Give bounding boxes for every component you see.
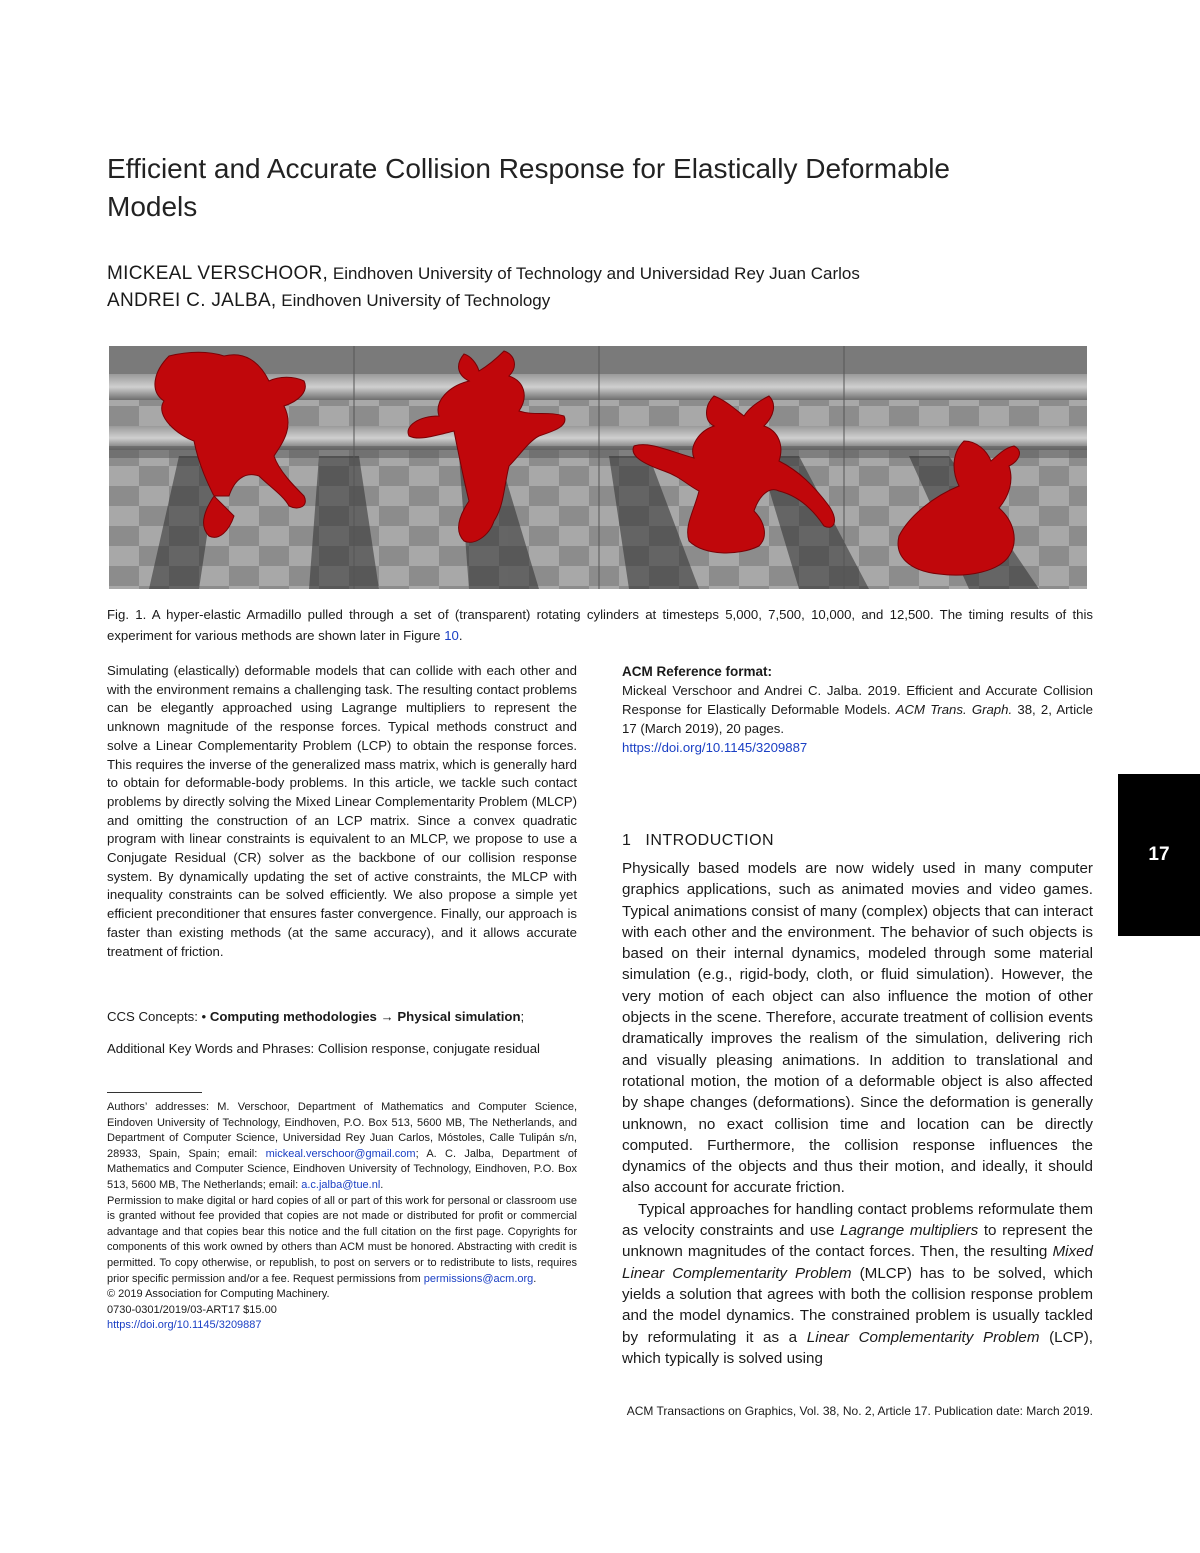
caption-end: .	[458, 628, 463, 643]
acm-reference-text: Mickeal Verschoor and Andrei C. Jalba. 2019. Efficient and Accurate Collision Response for Elastically Deformable Models.	[622, 683, 1093, 717]
author-2	[107, 287, 860, 314]
author-2-name: ANDREI C. JALBA,	[107, 290, 277, 311]
section-heading-introduction	[622, 832, 788, 850]
introduction-body	[622, 858, 1093, 1369]
addresses-end: .	[380, 1178, 384, 1191]
intro-p2-text-c: (MLCP) has to be solved, which yields a solution that agrees with both the collision response problem and the model dynamics. The constrained problem is usually tackled by reformulating it as a	[622, 1264, 1093, 1346]
author-1	[107, 260, 860, 287]
permission-end: .	[533, 1272, 537, 1285]
section-title: INTRODUCTION	[645, 832, 775, 849]
permission-notice	[107, 1194, 577, 1288]
intro-p2-text-d: (LCP), which typically is solved using	[622, 1328, 1093, 1367]
intro-p2-text-b: to represent the unknown magnitudes of the contact forces. Then, the resulting	[622, 1222, 1093, 1261]
permission-text: Permission to make digital or hard copies of all or part of this work for personal or classroom use is granted without fee provided that copies are not made or distributed for profit or commercial advantage and that copies bear this notice and the full citation on the first page. Copyrights for components of this work owned by others than ACM must be honored. Abstracting with credit is permitted. To copy otherwise, or republish, to post on servers or to redistribute to lists, requires prior specific permission and/or a fee. Request permissions from	[107, 1194, 577, 1285]
teaser-figure	[109, 346, 1087, 589]
ccs-concepts	[107, 1008, 577, 1026]
author-1-name: MICKEAL VERSCHOOR,	[107, 263, 329, 284]
acm-reference-details: 38, 2, Article 17 (March 2019), 20 pages.	[622, 702, 1093, 736]
intro-p2-em-lagrange: Lagrange multipliers	[840, 1222, 979, 1240]
ccs-concept: Computing methodologies → Physical simulation	[209, 1009, 521, 1024]
intro-p2-em-mlcp: Mixed Linear Complementarity Problem	[622, 1243, 1093, 1282]
footnote-divider	[107, 1092, 202, 1093]
author-2-affiliation: Eindhoven University of Technology	[281, 291, 551, 310]
addresses-text: Authors’ addresses: M. Verschoor, Department of Mathematics and Computer Science, Eindoven University of Technology, Eindhoven, P.O. Box 513, 5600 MB, The Netherlands, and Department of Computer Science, Universidad Rey Juan Carlos, Móstoles, Calle Tulipán s/n, 28933, Spain, Spain; email:	[107, 1101, 577, 1160]
footnotes	[107, 1100, 577, 1334]
issn: 0730-0301/2019/03-ART17 $15.00	[107, 1303, 277, 1316]
page-footer: ACM Transactions on Graphics, Vol. 38, No. 2, Article 17. Publication date: March 2019.	[626, 1404, 1093, 1418]
intro-paragraph-1: Physically based models are now widely used in many computer graphics applications, such as animated movies and video games. Typical animations consist of many (complex) objects that can interact with each other and the environment. The behavior of such objects is based on their internal dynamics, modeled through some material simulation (e.g., rigid-body, cloth, or fluid simulation). However, the very motion of each object can also influence the motion of other objects in the scene. Therefore, accurate treatment of collision events dramatically improves the realism of the simulation, delivering rich and visually pleasing animations. In addition to translational and rotational motion, the motion of a deformable object is also affected by shape changes (deformations). Since the deformation is generally unknown, no exact collision time and location can be directly computed. Furthermore, the collision response influences the dynamics of the objects and thus their motion, and ideally, it should also account for accurate friction.	[622, 860, 1093, 1197]
intro-p2-text-a: Typical approaches for handling contact problems reformulate them as velocity constraints and use	[622, 1200, 1093, 1240]
intro-p2-em-lcp: Linear Complementarity Problem	[806, 1328, 1040, 1346]
armadillo-simulation-image	[109, 346, 1087, 589]
right-column	[622, 662, 1093, 1367]
author-addresses	[107, 1100, 577, 1194]
abstract: Simulating (elastically) deformable models that can collide with each other and with the environment remains a challenging task. The resulting contact problems can be elegantly approached using Lagrange multipliers to represent the unknown magnitude of the response forces. Typical methods construct and solve a Linear Complementarity Problem (LCP) to obtain the response forces. This requires the inverse of the generalized mass matrix, which is generally hard to obtain for deformable-body problems. In this article, we tackle such contact problems by directly solving the Mixed Linear Complementarity Problem (MLCP) and omitting the construction of an LCP matrix. Since a convex quadratic program with linear constraints is equivalent to an MLCP, we propose to use a Conjugate Residual (CR) solver as the backbone of our collision response system. By dynamically updating the set of active constraints, the MLCP with inequality constraints can be solved efficiently. We also propose a simple yet efficient preconditioner that ensures faster convergence. Finally, our approach is faster than existing methods (at the same accuracy), and it allows accurate treatment of friction.	[107, 663, 577, 959]
figure-ref-link[interactable]: 10	[444, 628, 459, 643]
figure-caption	[107, 604, 1093, 646]
acm-reference-journal: ACM Trans. Graph.	[895, 702, 1013, 717]
page-number-tab: 17	[1118, 774, 1200, 936]
author-list	[107, 260, 860, 314]
copyright: © 2019 Association for Computing Machinery.	[107, 1288, 330, 1301]
keywords: Additional Key Words and Phrases: Collision response, conjugate residual	[107, 1041, 540, 1056]
permissions-email-link[interactable]: permissions@acm.org	[423, 1272, 534, 1285]
intro-paragraph-2	[622, 1199, 1093, 1369]
paper-title: Efficient and Accurate Collision Response for Elastically Deformable Models	[107, 153, 951, 222]
email-jalba-link[interactable]: a.c.jalba@tue.nl	[301, 1178, 381, 1191]
acm-reference	[622, 681, 1093, 757]
caption-text: Fig. 1. A hyper-elastic Armadillo pulled through a set of (transparent) rotating cylinders at timesteps 5,000, 7,500, 10,000, and 12,500. The timing results of this experiment for various methods are shown later in Figure	[107, 607, 1093, 643]
section-number: 1	[622, 832, 632, 849]
left-column	[107, 662, 577, 1332]
addresses-text-2: ; A. C. Jalba, Department of Mathematics and Computer Science, Eindhoven University of Technology, Eindhoven, P.O. Box 513, 5600 MB, The Netherlands; email:	[107, 1147, 577, 1191]
doi-link-reference[interactable]: https://doi.org/10.1145/3209887	[622, 740, 808, 755]
ccs-end: ;	[520, 1009, 525, 1024]
acm-reference-heading: ACM Reference format:	[622, 664, 773, 679]
author-1-affiliation: Eindhoven University of Technology and Universidad Rey Juan Carlos	[332, 264, 860, 283]
email-verschoor-link[interactable]: mickeal.verschoor@gmail.com	[265, 1147, 416, 1160]
doi-link-footnote[interactable]: https://doi.org/10.1145/3209887	[107, 1319, 262, 1332]
ccs-label: CCS Concepts: •	[107, 1009, 207, 1024]
